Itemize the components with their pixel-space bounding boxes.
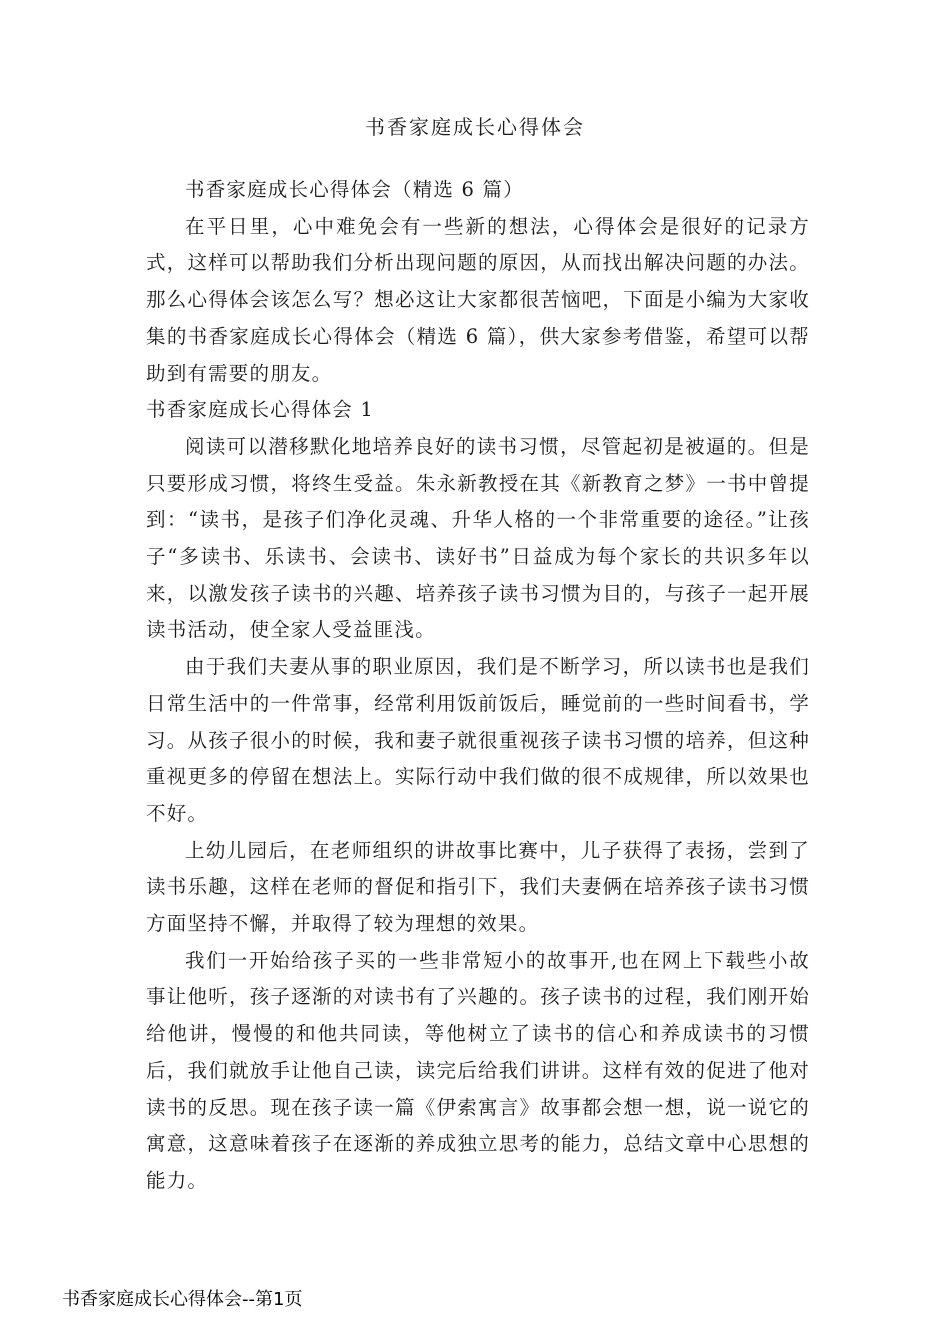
section-heading: 书香家庭成长心得体会 1 xyxy=(146,398,375,422)
body-paragraph: 由于我们夫妻从事的职业原因，我们是不断学习，所以读书也是我们日常生活中的一件常事，经常利用饭前饭后，睡觉前的一些时间看书，学习。从孩子很小的时候，我和妻子就很重视孩子读书习惯的培养，但这种重视更多的停留在想法上。实际行动中我们做的很不成规律，所以效果也不好。 xyxy=(146,655,810,825)
document-title: 书香家庭成长心得体会 xyxy=(365,115,585,139)
page-footer: 书香家庭成长心得体会--第1页 xyxy=(62,1289,303,1310)
body-paragraph: 阅读可以潜移默化地培养良好的读书习惯，尽管起初是被逼的。但是只要形成习惯，将终生受益。朱永新教授在其《新教育之梦》一书中曾提到：“读书，是孩子们净化灵魂、升华人格的一个非常重要的途径。”让孩子“多读书、乐读书、会读书、读好书”日益成为每个家长的共识多年以来，以激发孩子读书的兴趣、培养孩子读书习惯为目的，与孩子一起开展读书活动，使全家人受益匪浅。 xyxy=(146,434,810,642)
subtitle-paragraph: 书香家庭成长心得体会（精选 6 篇） xyxy=(185,178,524,201)
intro-paragraph: 在平日里，心中难免会有一些新的想法，心得体会是很好的记录方式，这样可以帮助我们分析出现问题的原因，从而找出解决问题的办法。那么心得体会该怎么写？想必这让大家都很苦恼吧，下面是小编为大家收集的书香家庭成长心得体会（精选 6 篇），供大家参考借鉴，希望可以帮助到有需要的朋友。 xyxy=(146,214,810,385)
document-body xyxy=(146,172,810,1200)
body-paragraph: 上幼儿园后，在老师组织的讲故事比赛中，儿子获得了表扬，尝到了读书乐趣，这样在老师的督促和指引下，我们夫妻俩在培养孩子读书习惯方面坚持不懈，并取得了较为理想的效果。 xyxy=(146,838,810,936)
body-paragraph: 我们一开始给孩子买的一些非常短小的故事开,也在网上下载些小故事让他听，孩子逐渐的对读书有了兴趣的。孩子读书的过程，我们刚开始给他讲，慢慢的和他共同读，等他树立了读书的信心和养成读书的习惯后，我们就放手让他自己读，读完后给我们讲讲。这样有效的促进了他对读书的反思。现在孩子读一篇《伊索寓言》故事都会想一想，说一说它的寓意，这意味着孩子在逐渐的养成独立思考的能力，总结文章中心思想的能力。 xyxy=(146,948,810,1192)
